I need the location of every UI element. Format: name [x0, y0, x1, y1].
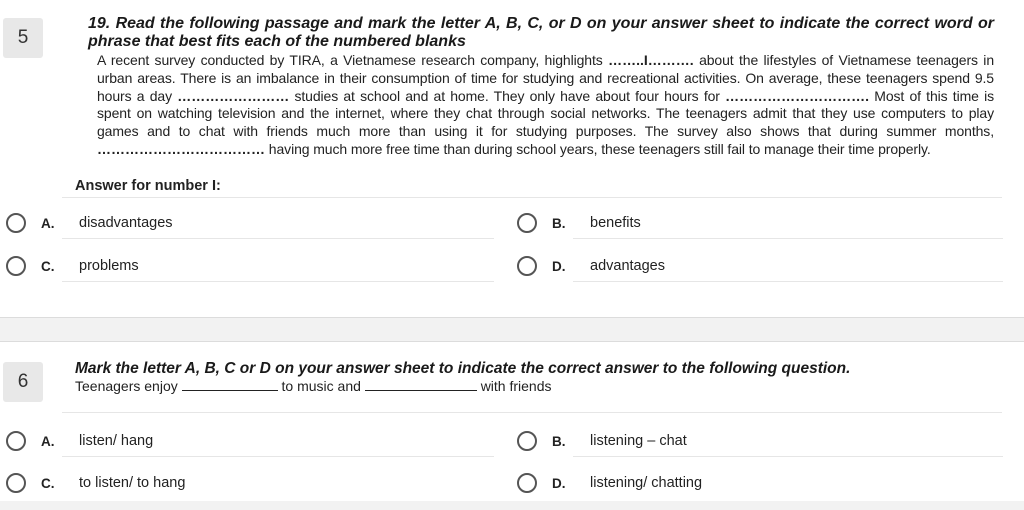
question-number-badge: 5 — [3, 18, 43, 58]
reading-passage — [97, 52, 994, 159]
blank: ……………………………… — [97, 140, 265, 157]
option-letter: D. — [552, 258, 566, 274]
blank-i: ……..I………. — [608, 52, 694, 68]
stem-text: to music and — [281, 378, 361, 394]
divider — [62, 456, 494, 457]
option-letter: B. — [552, 433, 566, 449]
option-d[interactable] — [517, 254, 665, 278]
question-card-6 — [0, 341, 1024, 501]
question-number-badge: 6 — [3, 362, 43, 402]
option-a[interactable] — [6, 429, 153, 453]
option-text: benefits — [590, 215, 641, 231]
passage-text: having much more free time than during school years, these teenagers still fail to manage their time properly. — [268, 140, 931, 157]
passage-text: Most of this time is spent on watching television and the internet, where they chat through social networks. The teenagers admit that they use computers to play games and to chat with friends much more than using it for studying purposes. The survey also shows that during summer months, — [97, 87, 994, 140]
radio-circle-icon[interactable] — [6, 213, 26, 233]
option-letter: A. — [41, 433, 55, 449]
divider — [62, 281, 494, 282]
blank-line — [182, 379, 278, 391]
divider — [573, 281, 1003, 282]
radio-circle-icon[interactable] — [517, 256, 537, 276]
passage-text: about the lifestyles of Vietnamese teenagers in urban areas. There is an imbalance in their consumption of time for studying and recreational activities. On average, these teenagers spend 9.5 hours a day — [97, 52, 995, 104]
option-d[interactable] — [517, 471, 702, 495]
option-c[interactable] — [6, 471, 185, 495]
option-a[interactable] — [6, 211, 173, 235]
radio-circle-icon[interactable] — [6, 256, 26, 276]
blank-line — [365, 379, 477, 391]
radio-circle-icon[interactable] — [517, 473, 537, 493]
radio-circle-icon[interactable] — [6, 431, 26, 451]
option-text: listen/ hang — [79, 433, 154, 449]
option-text: listening/ chatting — [590, 475, 703, 491]
option-b[interactable] — [517, 429, 687, 453]
option-text: disadvantages — [79, 215, 173, 231]
option-letter: C. — [41, 258, 55, 274]
option-c[interactable] — [6, 254, 139, 278]
blank: …………………… — [177, 87, 290, 104]
divider — [62, 412, 1002, 413]
option-letter: B. — [552, 215, 566, 231]
option-text: to listen/ to hang — [79, 475, 186, 491]
option-b[interactable] — [517, 211, 641, 235]
option-letter: A. — [41, 215, 55, 231]
stem-text: Teenagers enjoy — [75, 378, 178, 394]
divider — [62, 197, 1002, 198]
option-text: listening – chat — [590, 433, 687, 449]
passage-text: studies at school and at home. They only have about four hours for — [294, 87, 720, 104]
divider — [573, 238, 1003, 239]
question-heading: Mark the letter A, B, C or D on your answer sheet to indicate the correct answer to the following question. — [75, 360, 851, 377]
option-text: problems — [79, 258, 139, 274]
passage-text: A recent survey conducted by TIRA, a Vietnamese research company, highlights — [97, 52, 603, 68]
option-letter: D. — [552, 475, 566, 491]
answer-label: Answer for number I: — [75, 178, 221, 194]
radio-circle-icon[interactable] — [517, 431, 537, 451]
radio-circle-icon[interactable] — [6, 473, 26, 493]
question-stem — [75, 378, 552, 394]
stem-text: with friends — [480, 378, 552, 394]
divider — [62, 238, 494, 239]
option-text: advantages — [590, 258, 665, 274]
blank: …………………………. — [725, 87, 870, 104]
divider — [573, 456, 1003, 457]
option-letter: C. — [41, 475, 55, 491]
question-heading: 19. Read the following passage and mark the letter A, B, C, or D on your answer sheet to indicate the correct word or phrase that best fits each of the numbered blanks — [88, 15, 994, 50]
radio-circle-icon[interactable] — [517, 213, 537, 233]
